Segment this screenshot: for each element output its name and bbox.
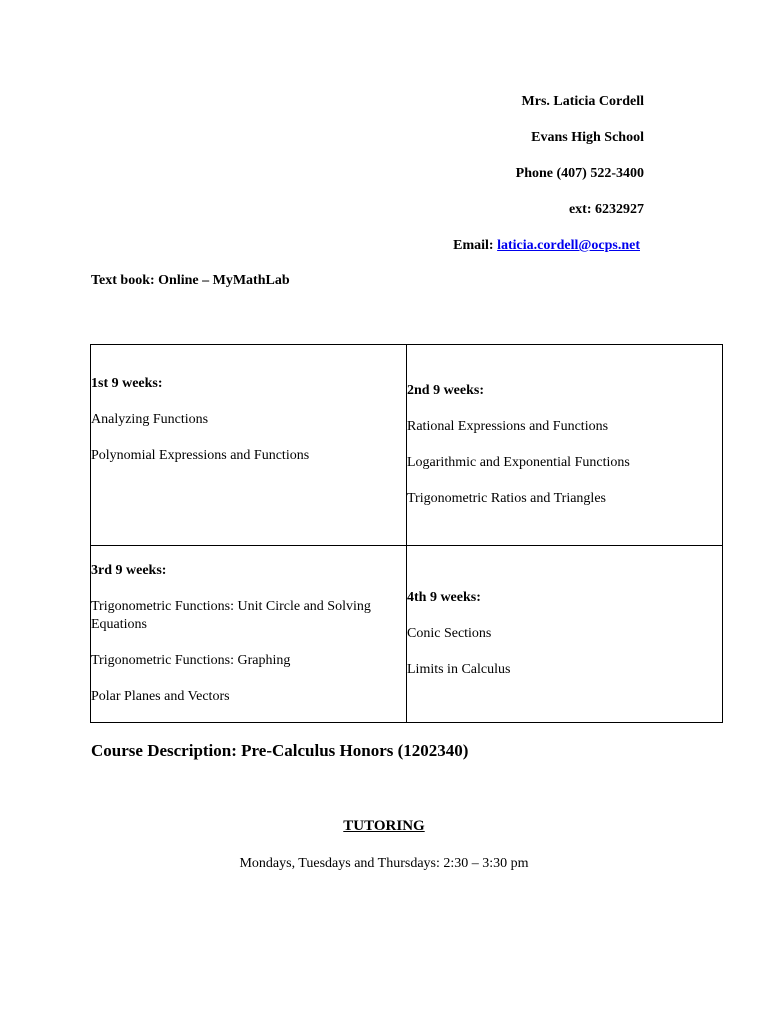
quarter-4-cell: [407, 589, 719, 697]
phone-number: Phone (407) 522-3400: [515, 166, 644, 181]
tutoring-title: TUTORING: [343, 818, 425, 834]
quarter-3-cell: [91, 562, 403, 724]
quarter-topic: Analyzing Functions: [91, 412, 209, 427]
course-description: Course Description: Pre-Calculus Honors (1202340): [91, 741, 469, 760]
quarter-title: 2nd 9 weeks:: [407, 383, 485, 398]
quarter-topic: Polynomial Expressions and Functions: [91, 448, 310, 463]
school-name: Evans High School: [531, 130, 644, 145]
quarter-topic: Limits in Calculus: [407, 662, 511, 677]
quarter-topic: Logarithmic and Exponential Functions: [407, 455, 630, 470]
quarter-topic: Conic Sections: [407, 626, 492, 641]
quarter-topic: Trigonometric Ratios and Triangles: [407, 491, 606, 506]
quarter-topic: Rational Expressions and Functions: [407, 419, 609, 434]
quarter-1-cell: [91, 375, 403, 483]
table-divider-horizontal: [91, 545, 722, 546]
quarter-topic: Polar Planes and Vectors: [91, 689, 230, 704]
email-line: [453, 238, 640, 254]
quarter-2-cell: [407, 382, 719, 526]
curriculum-table: [90, 344, 723, 723]
phone-extension: ext: 6232927: [568, 202, 644, 217]
quarter-topic: Trigonometric Functions: Unit Circle and Solving Equations: [91, 599, 371, 632]
quarter-title: 1st 9 weeks:: [91, 376, 163, 391]
tutoring-hours: Mondays, Tuesdays and Thursdays: 2:30 – 3:30 pm: [239, 856, 529, 871]
teacher-name: Mrs. Laticia Cordell: [521, 94, 644, 109]
quarter-topic: Trigonometric Functions: Graphing: [91, 653, 291, 668]
email-label: Email:: [453, 238, 498, 253]
quarter-title: 4th 9 weeks:: [407, 590, 481, 605]
textbook-line: Text book: Online – MyMathLab: [91, 273, 290, 288]
email-link[interactable]: laticia.cordell@ocps.net: [497, 238, 640, 253]
quarter-title: 3rd 9 weeks:: [91, 563, 167, 578]
